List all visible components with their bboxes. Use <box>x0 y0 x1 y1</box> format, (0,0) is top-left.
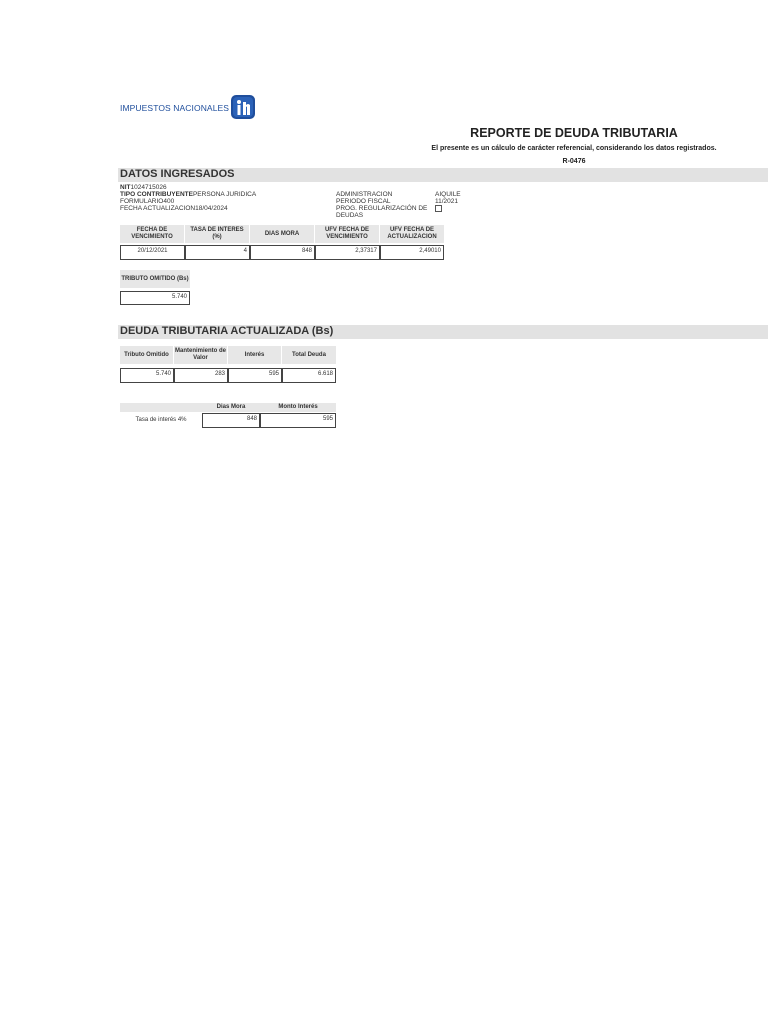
cell-dias-mora: 848 <box>202 413 260 428</box>
deuda-table <box>120 346 336 384</box>
administracion-label: ADMINISTRACION <box>336 191 393 198</box>
section-deuda-tributaria <box>118 325 768 339</box>
cell-mantenimiento-valor: 283 <box>174 368 228 383</box>
administracion-value: AIQUILE <box>435 191 461 198</box>
fecha-label: FECHA ACTUALIZACION <box>120 205 196 212</box>
header-monto-interes: Monto Interés <box>260 403 336 412</box>
header-ufv-vencimiento: UFV FECHA DE VENCIMIENTO <box>315 225 379 243</box>
row-label-tasa: Tasa de interés 4% <box>135 417 187 423</box>
cell-tributo-omitido: 5.740 <box>120 291 190 305</box>
section-title: DATOS INGRESADOS <box>120 168 235 180</box>
report-title: REPORTE DE DEUDA TRIBUTARIA <box>470 126 678 140</box>
cell-tasa-interes: 4 <box>185 245 250 260</box>
formulario-label: FORMULARIO <box>120 198 164 205</box>
cell-fecha-vencimiento: 20/12/2021 <box>120 245 185 260</box>
prog-regularizacion-checkbox[interactable] <box>435 205 442 212</box>
header-interes: Interés <box>228 346 281 364</box>
header-dias-mora: Dias Mora <box>202 403 260 412</box>
formulario-row <box>120 198 256 205</box>
section-datos-ingresados <box>118 168 768 182</box>
cell-dias-mora: 848 <box>250 245 315 260</box>
header-dias-mora: DIAS MORA <box>250 225 314 243</box>
cell-total-deuda: 6.618 <box>282 368 336 383</box>
nit-value: 1024715026 <box>130 184 167 191</box>
cell-ufv-actualizacion: 2,49010 <box>380 245 444 260</box>
periodo-value: 11/2021 <box>435 198 459 205</box>
nit-label: NIT <box>120 184 131 191</box>
datos-table <box>120 225 445 262</box>
periodo-label: PERIODO FISCAL <box>336 198 391 205</box>
logo-text: IMPUESTOS NACIONALES <box>120 103 230 113</box>
header-tributo-omitido: TRIBUTO OMITIDO (Bs) <box>120 270 190 288</box>
interes-header-blank <box>120 403 202 412</box>
header-tributo-omitido: Tributo Omitido <box>120 346 173 364</box>
info-right-values <box>435 191 461 212</box>
interes-table <box>120 403 336 429</box>
formulario-value: 400 <box>163 198 175 205</box>
cell-interes: 595 <box>228 368 282 383</box>
fecha-value: 18/04/2024 <box>195 205 228 212</box>
tipo-value: PERSONA JURIDICA <box>192 191 257 198</box>
fecha-row <box>120 205 256 212</box>
header-fecha-vencimiento: FECHA DE VENCIMIENTO <box>120 225 184 243</box>
header-total-deuda: Total Deuda <box>282 346 336 364</box>
prog-label-2: DEUDAS <box>336 212 364 219</box>
header-mantenimiento-valor: Mantenimiento de Valor <box>174 346 227 364</box>
cell-monto-interes: 595 <box>260 413 336 428</box>
info-right-labels <box>336 191 427 219</box>
section-title: DEUDA TRIBUTARIA ACTUALIZADA (Bs) <box>120 325 334 337</box>
header-tasa-interes: TASA DE INTERES (%) <box>185 225 249 243</box>
header-ufv-actualizacion: UFV FECHA DE ACTUALIZACION <box>380 225 444 243</box>
cell-tributo-omitido: 5.740 <box>120 368 174 383</box>
cell-ufv-vencimiento: 2,37317 <box>315 245 380 260</box>
impuestos-logo-icon <box>230 94 256 120</box>
info-left <box>120 184 256 212</box>
nit-row <box>120 184 256 191</box>
report-subtitle: El presente es un cálculo de carácter referencial, considerando los datos registrados. <box>431 145 717 152</box>
tipo-row <box>120 191 256 198</box>
tipo-label: TIPO CONTRIBUYENTE <box>120 191 193 198</box>
report-code: R-0476 <box>562 158 586 165</box>
prog-label-1: PROG. REGULARIZACIÓN DE <box>336 205 428 212</box>
